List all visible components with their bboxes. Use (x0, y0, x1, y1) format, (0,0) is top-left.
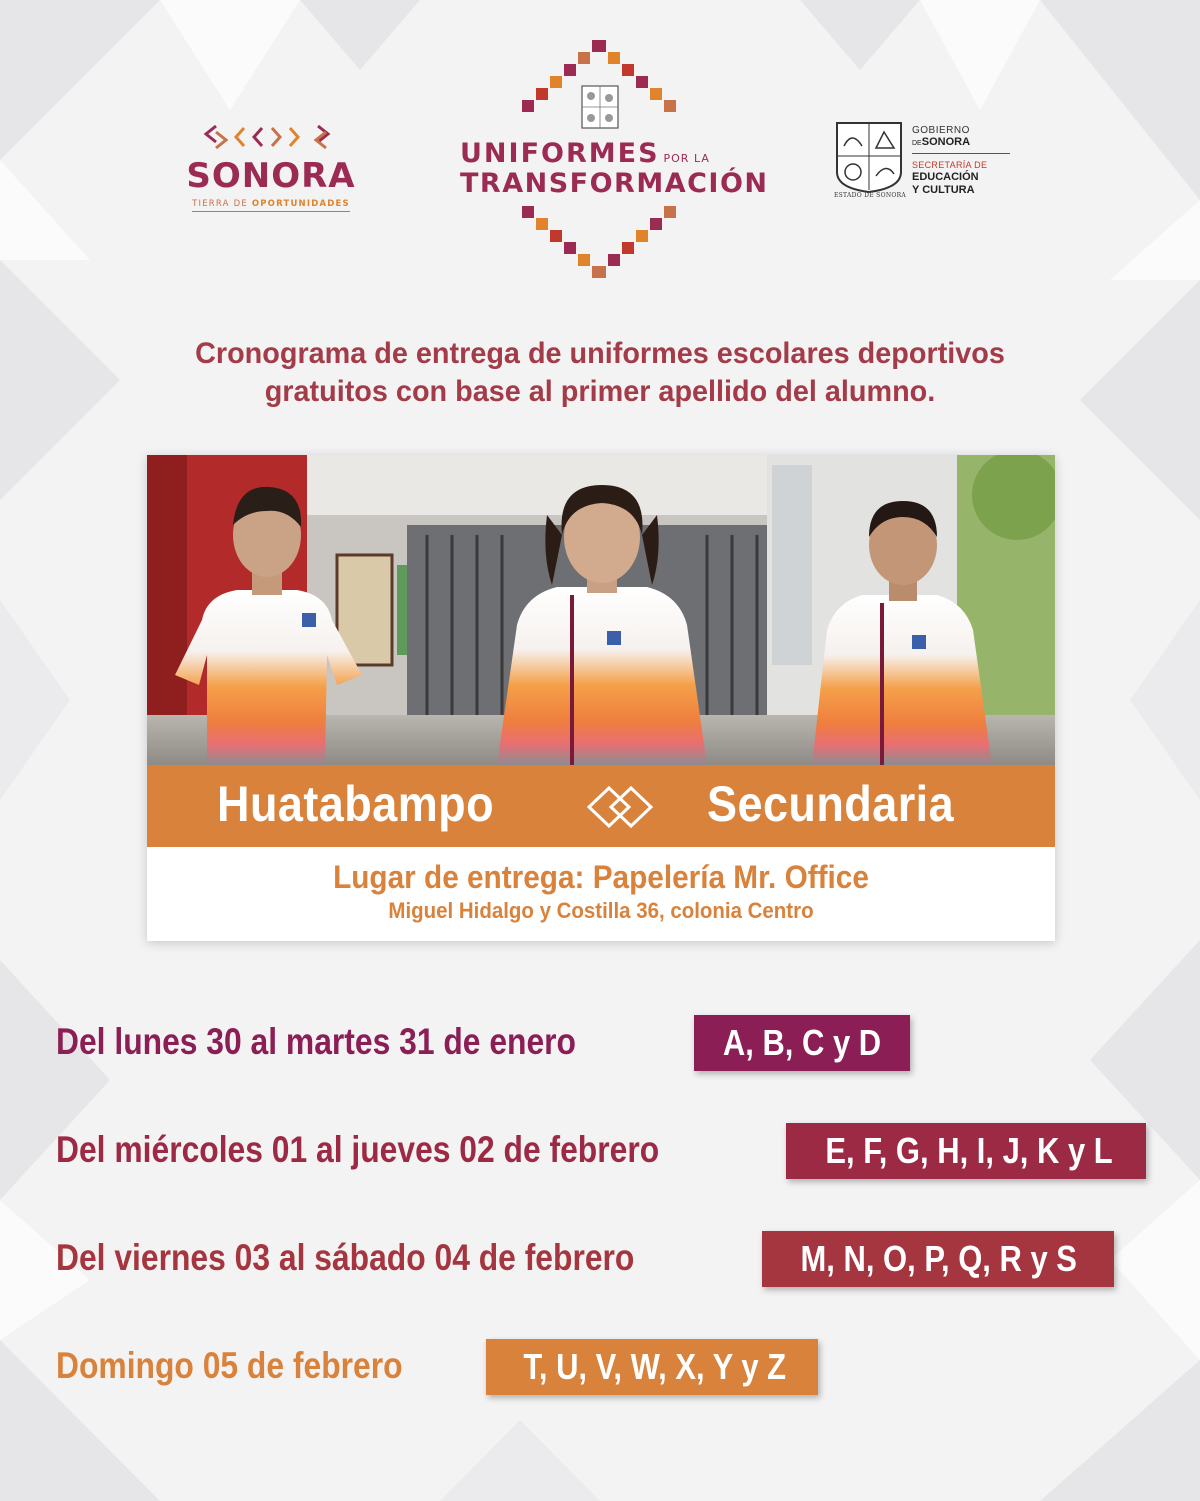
sonora-brand: SONORA (186, 156, 356, 196)
divider (912, 153, 1010, 154)
headline-line2: gratuitos con base al primer apellido del alumno. (264, 375, 936, 408)
gobierno-label: GOBIERNO (912, 125, 970, 136)
place-label: Lugar de entrega: Papelería Mr. Office (333, 859, 869, 895)
students-photo (147, 455, 1055, 765)
sonora-pattern-icon (186, 120, 356, 154)
educacion-cultura-label: EDUCACIÓN Y CULTURA (912, 171, 979, 196)
city-level-band (147, 765, 1055, 847)
schedule-date: Del miércoles 01 al jueves 02 de febrero (56, 1129, 660, 1170)
delivery-place (147, 847, 1055, 941)
secretaria-label: SECRETARÍA DE (912, 160, 988, 170)
sonora-logo (186, 120, 356, 210)
location-card (147, 455, 1055, 941)
headline (82, 335, 1119, 411)
school-level: Secundaria (707, 776, 955, 832)
campaign-line2: TRANSFORMACIÓN (460, 168, 769, 199)
state-seal-small-icon (582, 86, 618, 128)
gobierno-sonora-logo (834, 120, 1024, 204)
schedule-date: Domingo 05 de febrero (56, 1345, 403, 1386)
state-seal-icon (834, 120, 904, 200)
schedule-date: Del lunes 30 al martes 31 de enero (56, 1021, 576, 1062)
schedule-letters: M, N, O, P, Q, R y S (762, 1231, 1114, 1287)
city-name: Huatabampo (217, 776, 495, 832)
diamond-ornament-icon (585, 784, 655, 830)
schedule-date: Del viernes 03 al sábado 04 de febrero (56, 1237, 635, 1278)
schedule-letters: E, F, G, H, I, J, K y L (786, 1123, 1146, 1179)
place-address: Miguel Hidalgo y Costilla 36, colonia Centro (388, 898, 814, 923)
schedule-letters: A, B, C y D (694, 1015, 910, 1071)
seal-caption: ESTADO DE SONORA (833, 192, 907, 199)
sonora-tagline: TIERRA DE OPORTUNIDADES (192, 199, 350, 212)
schedule-letters: T, U, V, W, X, Y y Z (486, 1339, 818, 1395)
campaign-line1: UNIFORMES POR LA (460, 138, 710, 169)
sonora-label: DESONORA (912, 136, 971, 148)
headline-line1: Cronograma de entrega de uniformes escolares deportivos (195, 337, 1005, 370)
uniformes-logo (430, 40, 770, 280)
